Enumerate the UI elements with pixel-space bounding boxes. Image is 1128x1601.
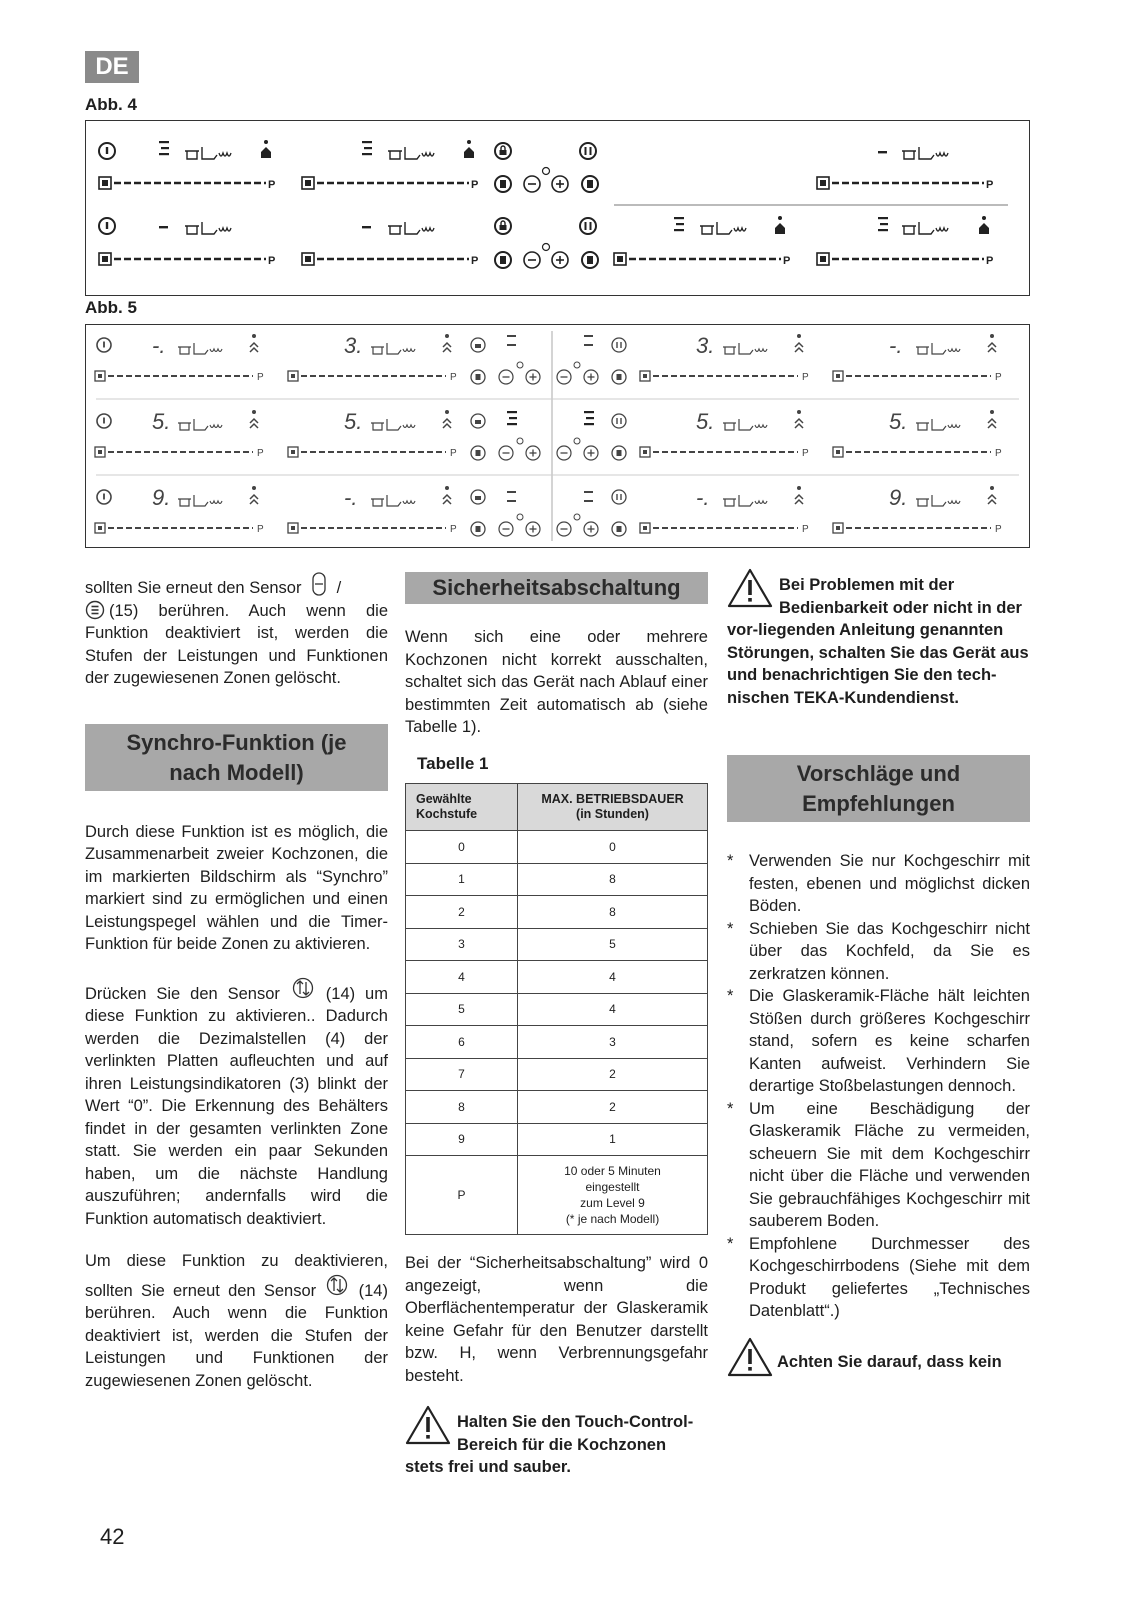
zone-display: 9. [152, 485, 171, 510]
bullet-star: * [727, 1234, 734, 1253]
synchro-heading [85, 724, 388, 791]
table-cell: 3 [518, 1026, 708, 1059]
bullet-star: * [727, 852, 734, 870]
bullet-star: * [727, 919, 734, 938]
table-cell: 1 [406, 863, 518, 896]
list-item-text: Empfohlene Durchmesser des Kochgeschirrbodens (Siehe mit dem Produkt geliefertes „Technisches Datenblatt“.) [749, 1234, 1030, 1320]
p-mark: P [450, 524, 457, 535]
table-cell: 9 [406, 1123, 518, 1156]
text: sollten Sie erneut den Sensor [85, 579, 302, 597]
table-cell: 3 [406, 928, 518, 961]
p-mark: P [986, 255, 994, 267]
warning-icon [405, 1405, 451, 1445]
zone-display: -. [344, 485, 358, 510]
paragraph: Durch diese Funktion ist es möglich, die Zusammenarbeit zweier Kochzonen, die im markierten Bildschirm als “Synchro” markiert sind zu ermöglichen und einen Leistungspegel wählen und die Timer-Funktion für beide Zonen zu aktivieren. [85, 822, 388, 953]
cell-line: zum Level 9 [580, 1196, 645, 1210]
table-header [406, 784, 518, 831]
table-cell: 0 [406, 831, 518, 864]
warning-icon [727, 1337, 773, 1377]
paragraph: Bei der “Sicherheitsabschaltung” wird 0 angezeigt, wenn die Oberflächentemperatur der Glaskeramik keine Gefahr für den Benutzer darstellt bzw. H, wenn Verbrennungsgefahr besteht. [405, 1254, 708, 1385]
zone-display: 5. [696, 409, 715, 434]
table-cell: 2 [518, 1091, 708, 1124]
table-cell [518, 1156, 708, 1235]
header-line: Gewählte [416, 792, 472, 806]
safety-shutdown-heading: Sicherheitsabschaltung [405, 572, 708, 604]
warning-note [727, 574, 1030, 709]
figure-5-panel [85, 324, 1030, 548]
table-cell: 5 [406, 993, 518, 1026]
cell-line: eingestellt [585, 1180, 640, 1194]
zone-display: 5. [344, 409, 363, 434]
table-cell: 6 [406, 1026, 518, 1059]
zone-display: -. [152, 333, 166, 358]
table-header [518, 784, 708, 831]
zone-display: -. [889, 333, 903, 358]
text: (14) berühren. Auch wenn die Funktion deaktiviert ist, werden die Stufen der Leistungen und Funktionen der zugewiesenen Zonen gelöscht. [85, 1281, 388, 1390]
list-item-text: Verwenden Sie nur Kochgeschirr mit festen, ebenen und möglichst dicken Böden. [749, 852, 1030, 915]
header-line: Kochstufe [416, 807, 478, 821]
p-mark: P [986, 179, 994, 191]
table-row [406, 1058, 708, 1091]
table-row [406, 1026, 708, 1059]
zone-display: 3. [696, 333, 715, 358]
table-row [406, 1123, 708, 1156]
table-row [406, 928, 708, 961]
column-left [85, 572, 388, 1392]
warning-note [727, 1351, 1030, 1374]
figure-4-panel [85, 120, 1030, 296]
table-row [406, 831, 708, 864]
list-item [727, 850, 1030, 918]
figure-5-label: Abb. 5 [85, 298, 137, 317]
table-row [406, 993, 708, 1026]
list-item-text: Um eine Beschädigung der Glaskeramik Fläche zu vermeiden, scheuern Sie mit dem Kochgeschirr nicht über die Fläche und verwenden Sie gebrauchfähiges Kochgeschirr mit sauberem Boden. [749, 1099, 1030, 1230]
p-mark: P [995, 524, 1002, 535]
header-line: MAX. BETRIEBSDAUER [541, 792, 684, 806]
figure-4-label: Abb. 4 [85, 95, 137, 114]
table-row [406, 896, 708, 929]
warning-text: Halten Sie den Touch-Control-Bereich für die Kochzonen stets frei und sauber. [405, 1413, 694, 1476]
heading-line: Synchro-Funktion (je [126, 729, 347, 755]
table-row [406, 1156, 708, 1235]
list-item [727, 985, 1030, 1098]
column-right [727, 572, 1030, 1377]
list-item [727, 1098, 1030, 1233]
suggestions-heading [727, 755, 1030, 822]
p-mark: P [802, 448, 809, 459]
language-badge: DE [85, 51, 139, 83]
header-line: (in Stunden) [576, 807, 649, 821]
figure-5-diagram [86, 325, 1029, 547]
zone-display: 5. [152, 409, 171, 434]
p-mark: P [450, 372, 457, 383]
p-mark: P [257, 524, 264, 535]
table-row [406, 1091, 708, 1124]
table-cell: 5 [518, 928, 708, 961]
sensor-circle-bars-icon [85, 600, 105, 620]
text: Um diese Funktion zu deaktivieren, sollten Sie erneut den Sensor [85, 1252, 388, 1300]
paragraph [85, 1250, 388, 1392]
table-cell: 8 [406, 1091, 518, 1124]
p-mark: P [450, 448, 457, 459]
p-mark: P [995, 448, 1002, 459]
table-cell: 2 [518, 1058, 708, 1091]
cell-line: (* je nach Modell) [565, 1212, 660, 1226]
cell-line: 10 oder 5 Minuten [564, 1164, 661, 1178]
warning-icon [727, 568, 773, 608]
zone-display: 3. [344, 333, 363, 358]
table-row [406, 961, 708, 994]
p-mark: P [802, 372, 809, 383]
heading-line: Vorschläge und [796, 761, 961, 786]
p-mark: P [268, 179, 276, 191]
text: (15) berühren. Auch wenn die Funktion deaktiviert ist, werden die Stufen der Leistungen und Funktionen der zugewiesenen Zonen gelöscht. [85, 601, 388, 687]
warning-text: Achten Sie darauf, dass kein [777, 1352, 1002, 1371]
p-mark: P [257, 448, 264, 459]
text: (14) um diese Funktion zu aktivieren.. Dadurch werden die Dezimalstellen (4) der verlinkten Platten aufleuchten und auf ihren Leistungsindikatoren (3) blinkt der Wert “0”. Die Erkennung des Behälters findet in der gesamten verlinkten Zone statt. Sie werden ein paar Sekunden haben, um die nächste Handlung auszuführen; andernfalls wird die Funktion automatisch deaktiviert. [85, 984, 388, 1228]
table-cell: 2 [406, 896, 518, 929]
list-item-text: Schieben Sie das Kochgeschirr nicht über das Kochfeld, da Sie es zerkratzen können. [749, 919, 1030, 983]
heading-line: Empfehlungen [802, 791, 955, 816]
column-middle [405, 572, 708, 1479]
p-mark: P [802, 524, 809, 535]
zone-display: 5. [889, 409, 908, 434]
sync-sensor-icon [326, 1273, 348, 1299]
table-cell: 8 [518, 863, 708, 896]
sync-sensor-icon [292, 976, 314, 1002]
table-row [406, 863, 708, 896]
list-item [727, 1233, 1030, 1323]
text: Drücken Sie den Sensor [85, 984, 280, 1003]
suggestion-list [727, 850, 1030, 1323]
paragraph: Wenn sich eine oder mehrere Kochzonen nicht korrekt ausschalten, schaltet sich das Gerät nach Ablauf einer bestimmten Zeit automatisch ab (siehe Tabelle 1). [405, 628, 708, 736]
bullet-star: * [727, 987, 734, 1005]
paragraph-continuation [85, 572, 388, 690]
shutdown-table [405, 783, 708, 1235]
paragraph [85, 976, 388, 1231]
sensor-minus-icon [309, 572, 329, 598]
p-mark: P [257, 372, 264, 383]
zone-display: 9. [889, 485, 908, 510]
page-number: 42 [100, 1524, 125, 1549]
table-header-row [406, 784, 708, 831]
figure-4-diagram [86, 121, 1029, 295]
table-cell: 4 [518, 993, 708, 1026]
p-mark: P [268, 255, 276, 267]
p-mark: P [471, 255, 479, 267]
p-mark: P [995, 372, 1002, 383]
p-mark: P [471, 179, 479, 191]
table-cell: 1 [518, 1123, 708, 1156]
table-cell: 8 [518, 896, 708, 929]
warning-note [405, 1411, 708, 1479]
bullet-star: * [727, 1099, 734, 1118]
text: / [336, 579, 342, 597]
table-cell: 4 [406, 961, 518, 994]
p-mark: P [783, 255, 791, 267]
table-cell: 4 [518, 961, 708, 994]
table-title: Tabelle 1 [417, 753, 489, 773]
list-item-text: Die Glaskeramik-Fläche hält leichten Stößen durch größeres Kochgeschirr stand, sofern es keine scharfen Kanten aufweist. Verhindern Sie derartige Stoßbelastungen dennoch. [749, 987, 1030, 1095]
heading-line: nach Modell) [169, 759, 304, 785]
warning-text: Bei Problemen mit der Bedienbarkeit oder nicht in der vor-liegenden Anleitung genannten Störungen, schalten Sie das Gerät aus und benachrichtigen Sie den tech-nischen TEKA-Kundendienst. [727, 576, 1029, 707]
table-cell: 0 [518, 831, 708, 864]
zone-display: -. [696, 485, 710, 510]
table-cell: P [406, 1156, 518, 1235]
table-cell: 7 [406, 1058, 518, 1091]
list-item [727, 918, 1030, 986]
